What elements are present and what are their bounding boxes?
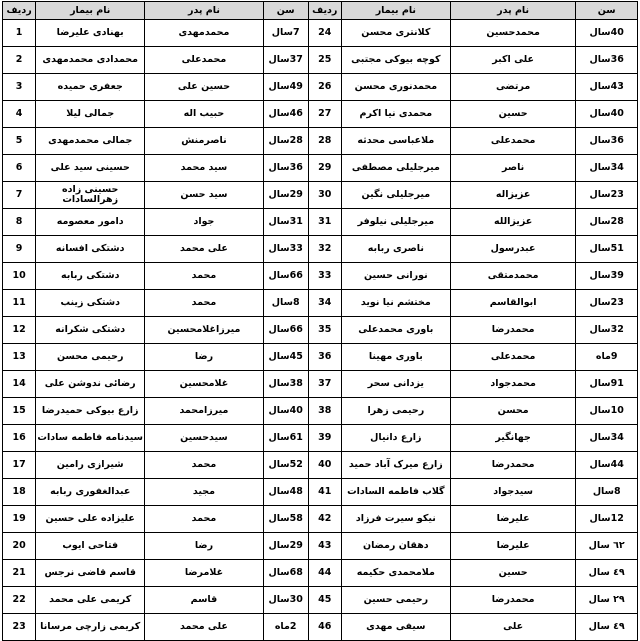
cell-radif-left: 39 (308, 425, 341, 452)
cell-radif-right: 8 (3, 209, 36, 236)
cell-name-right: جمالی لیلا (36, 101, 145, 128)
cell-name-left: میرجلیلی مصطفی (341, 155, 450, 182)
cell-name-right: دشتکی ربابه (36, 263, 145, 290)
cell-sen-right: 48سال (263, 479, 308, 506)
cell-radif-left: 44 (308, 560, 341, 587)
cell-father-right: محمد (145, 452, 263, 479)
patients-table (2, 1, 638, 641)
cell-radif-right: 23 (3, 614, 36, 641)
cell-name-right: کریمی زارچی مرسانا (36, 614, 145, 641)
cell-sen-left: 32سال (576, 317, 638, 344)
cell-radif-right: 5 (3, 128, 36, 155)
cell-sen-left: 9ماه (576, 344, 638, 371)
table-body (3, 20, 638, 641)
cell-name-right: محمدادی محمدمهدی (36, 47, 145, 74)
cell-father-left: عزیزالله (450, 209, 576, 236)
cell-name-left: میرجلیلی نگین (341, 182, 450, 209)
cell-radif-right: 13 (3, 344, 36, 371)
cell-radif-right: 15 (3, 398, 36, 425)
table-row (3, 317, 638, 344)
table-row (3, 533, 638, 560)
cell-father-left: محمدرضا (450, 452, 576, 479)
cell-sen-right: 49سال (263, 74, 308, 101)
cell-father-left: ناصر (450, 155, 576, 182)
cell-name-right: فتاحی ایوب (36, 533, 145, 560)
cell-father-left: حسین (450, 101, 576, 128)
cell-sen-right: 8سال (263, 290, 308, 317)
cell-name-left: زارع دانیال (341, 425, 450, 452)
cell-father-left: ابوالقاسم (450, 290, 576, 317)
table-row (3, 506, 638, 533)
cell-sen-right: 29سال (263, 533, 308, 560)
cell-radif-left: 30 (308, 182, 341, 209)
table-row (3, 209, 638, 236)
cell-sen-left: 91سال (576, 371, 638, 398)
cell-name-left: کلانتری محسن (341, 20, 450, 47)
cell-name-right: جمالی محمدمهدی (36, 128, 145, 155)
cell-name-left: ناصری ربابه (341, 236, 450, 263)
cell-sen-right: 45سال (263, 344, 308, 371)
cell-name-right: سیدنامه فاطمه سادات (36, 425, 145, 452)
cell-radif-right: 3 (3, 74, 36, 101)
cell-sen-left: ٢٩ سال (576, 587, 638, 614)
cell-father-right: ناصرمنش (145, 128, 263, 155)
cell-father-left: محمدرضا (450, 587, 576, 614)
cell-name-right: دشتکی افسانه (36, 236, 145, 263)
cell-father-right: محمدمهدی (145, 20, 263, 47)
cell-father-right: سیدحسین (145, 425, 263, 452)
cell-sen-right: 7سال (263, 20, 308, 47)
cell-radif-left: 24 (308, 20, 341, 47)
cell-radif-right: 1 (3, 20, 36, 47)
cell-father-left: محسن (450, 398, 576, 425)
cell-radif-right: 11 (3, 290, 36, 317)
cell-father-right: جواد (145, 209, 263, 236)
cell-radif-right: 21 (3, 560, 36, 587)
cell-name-left: میرجلیلی نیلوفر (341, 209, 450, 236)
cell-father-right: میرزامحمد (145, 398, 263, 425)
cell-father-right: محمد (145, 506, 263, 533)
cell-sen-right: 29سال (263, 182, 308, 209)
cell-father-right: مجید (145, 479, 263, 506)
cell-name-left: باوری محمدعلی (341, 317, 450, 344)
cell-name-right: حسینی سید علی (36, 155, 145, 182)
cell-sen-left: 34سال (576, 155, 638, 182)
cell-sen-right: 2ماه (263, 614, 308, 641)
cell-sen-left: 8سال (576, 479, 638, 506)
cell-father-right: محمد (145, 290, 263, 317)
cell-radif-left: 46 (308, 614, 341, 641)
cell-sen-right: 68سال (263, 560, 308, 587)
cell-name-right: دشتکی شکرانه (36, 317, 145, 344)
cell-sen-right: 30سال (263, 587, 308, 614)
cell-name-right: قاسم قاضی نرجس (36, 560, 145, 587)
column-header-name-left: نام بیمار (341, 2, 450, 20)
cell-name-left: نورانی حسین (341, 263, 450, 290)
cell-father-left: علیرضا (450, 506, 576, 533)
table-row (3, 425, 638, 452)
cell-sen-right: 37سال (263, 47, 308, 74)
cell-sen-right: 36سال (263, 155, 308, 182)
cell-name-left: رحیمی حسین (341, 587, 450, 614)
cell-sen-left: 43سال (576, 74, 638, 101)
cell-radif-right: 7 (3, 182, 36, 209)
cell-sen-right: 40سال (263, 398, 308, 425)
cell-name-right: علیزاده علی حسین (36, 506, 145, 533)
cell-sen-right: 38سال (263, 371, 308, 398)
table-row (3, 452, 638, 479)
table-row (3, 155, 638, 182)
cell-radif-left: 37 (308, 371, 341, 398)
cell-father-right: حسین علی (145, 74, 263, 101)
cell-radif-right: 9 (3, 236, 36, 263)
cell-radif-left: 40 (308, 452, 341, 479)
cell-sen-left: 51سال (576, 236, 638, 263)
cell-name-right: جعفری حمیده (36, 74, 145, 101)
cell-radif-right: 18 (3, 479, 36, 506)
cell-radif-left: 38 (308, 398, 341, 425)
cell-radif-right: 14 (3, 371, 36, 398)
cell-name-left: دهقان رمضان (341, 533, 450, 560)
cell-father-right: رضا (145, 533, 263, 560)
cell-sen-left: ٦٢ سال (576, 533, 638, 560)
cell-sen-left: ٤٩ سال (576, 560, 638, 587)
cell-name-right: کریمی علی محمد (36, 587, 145, 614)
cell-father-left: علی اکبر (450, 47, 576, 74)
cell-father-left: حسین (450, 560, 576, 587)
cell-sen-right: 31سال (263, 209, 308, 236)
cell-sen-right: 52سال (263, 452, 308, 479)
cell-father-right: غلامحسین (145, 371, 263, 398)
cell-name-right: دشتکی زینب (36, 290, 145, 317)
cell-radif-left: 29 (308, 155, 341, 182)
table-row (3, 398, 638, 425)
cell-father-left: محمدعلی (450, 344, 576, 371)
cell-sen-right: 46سال (263, 101, 308, 128)
cell-name-left: گلاب فاطمه السادات (341, 479, 450, 506)
table-row (3, 587, 638, 614)
cell-radif-left: 31 (308, 209, 341, 236)
cell-father-right: سید حسن (145, 182, 263, 209)
table-row (3, 128, 638, 155)
cell-sen-left: 40سال (576, 101, 638, 128)
cell-father-left: محمدرضا (450, 317, 576, 344)
cell-name-left: باوری مهینا (341, 344, 450, 371)
table-row (3, 236, 638, 263)
cell-sen-left: 36سال (576, 128, 638, 155)
cell-sen-right: 66سال (263, 263, 308, 290)
cell-radif-right: 2 (3, 47, 36, 74)
cell-name-left: مختشم نیا نوید (341, 290, 450, 317)
cell-sen-right: 33سال (263, 236, 308, 263)
cell-father-left: محمدحسین (450, 20, 576, 47)
table-header-row (3, 2, 638, 20)
cell-radif-left: 32 (308, 236, 341, 263)
cell-sen-left: 44سال (576, 452, 638, 479)
column-header-sen-right: سن (263, 2, 308, 20)
cell-name-right: رحیمی محسن (36, 344, 145, 371)
cell-radif-left: 43 (308, 533, 341, 560)
cell-sen-left: 39سال (576, 263, 638, 290)
cell-sen-right: 66سال (263, 317, 308, 344)
column-header-radif-right: ردیف (3, 2, 36, 20)
cell-sen-left: 23سال (576, 290, 638, 317)
column-header-father-left: نام پدر (450, 2, 576, 20)
cell-father-right: علی محمد (145, 614, 263, 641)
cell-name-left: محمدی نیا اکرم (341, 101, 450, 128)
cell-name-right: دامور معصومه (36, 209, 145, 236)
cell-radif-left: 45 (308, 587, 341, 614)
table-row (3, 74, 638, 101)
column-header-father-right: نام پدر (145, 2, 263, 20)
cell-father-right: علی محمد (145, 236, 263, 263)
cell-name-left: ملاعباسی محدثه (341, 128, 450, 155)
cell-father-right: قاسم (145, 587, 263, 614)
cell-father-left: علی (450, 614, 576, 641)
cell-radif-right: 12 (3, 317, 36, 344)
cell-radif-left: 35 (308, 317, 341, 344)
cell-father-right: میرزاغلامحسین (145, 317, 263, 344)
table-row (3, 371, 638, 398)
cell-radif-left: 27 (308, 101, 341, 128)
cell-radif-right: 16 (3, 425, 36, 452)
cell-name-left: محمدنوری محسن (341, 74, 450, 101)
cell-radif-left: 28 (308, 128, 341, 155)
table-row (3, 479, 638, 506)
cell-father-left: محمدمتقی (450, 263, 576, 290)
column-header-name-right: نام بیمار (36, 2, 145, 20)
cell-name-left: نیکو سیرت فرزاد (341, 506, 450, 533)
cell-sen-right: 28سال (263, 128, 308, 155)
cell-name-right: زارع بیوکی حمیدرضا (36, 398, 145, 425)
cell-father-right: سید محمد (145, 155, 263, 182)
cell-father-right: غلامرضا (145, 560, 263, 587)
table-row (3, 263, 638, 290)
cell-sen-left: 36سال (576, 47, 638, 74)
table-row (3, 47, 638, 74)
column-header-radif-left: ردیف (308, 2, 341, 20)
cell-father-left: سیدجواد (450, 479, 576, 506)
cell-radif-right: 17 (3, 452, 36, 479)
cell-radif-left: 41 (308, 479, 341, 506)
cell-sen-right: 61سال (263, 425, 308, 452)
cell-sen-left: 12سال (576, 506, 638, 533)
cell-radif-right: 6 (3, 155, 36, 182)
cell-radif-left: 25 (308, 47, 341, 74)
cell-father-left: عبدرسول (450, 236, 576, 263)
table-row (3, 560, 638, 587)
table-row (3, 290, 638, 317)
cell-radif-left: 26 (308, 74, 341, 101)
cell-father-right: محمد (145, 263, 263, 290)
cell-sen-left: 40سال (576, 20, 638, 47)
cell-radif-right: 20 (3, 533, 36, 560)
table-row (3, 101, 638, 128)
cell-father-right: رضا (145, 344, 263, 371)
cell-radif-right: 4 (3, 101, 36, 128)
cell-radif-left: 42 (308, 506, 341, 533)
table-row (3, 344, 638, 371)
cell-father-right: محمدعلی (145, 47, 263, 74)
cell-name-left: ملامحمدی حکیمه (341, 560, 450, 587)
cell-radif-right: 22 (3, 587, 36, 614)
cell-father-left: علیرضا (450, 533, 576, 560)
cell-radif-right: 10 (3, 263, 36, 290)
cell-father-left: جهانگیر (450, 425, 576, 452)
cell-radif-right: 19 (3, 506, 36, 533)
cell-father-left: مرتضی (450, 74, 576, 101)
cell-name-left: کوچه بیوکی مجتبی (341, 47, 450, 74)
cell-father-left: محمدجواد (450, 371, 576, 398)
cell-radif-left: 33 (308, 263, 341, 290)
cell-name-right: رضائی ندوشن علی (36, 371, 145, 398)
cell-name-left: رحیمی زهرا (341, 398, 450, 425)
table-row (3, 20, 638, 47)
column-header-sen-left: سن (576, 2, 638, 20)
cell-name-right: شیرازی رامین (36, 452, 145, 479)
cell-radif-left: 34 (308, 290, 341, 317)
cell-sen-right: 58سال (263, 506, 308, 533)
table-row (3, 614, 638, 641)
cell-father-left: عزیزاله (450, 182, 576, 209)
cell-sen-left: ٤٩ سال (576, 614, 638, 641)
cell-name-left: یزدانی سحر (341, 371, 450, 398)
cell-father-left: محمدعلی (450, 128, 576, 155)
cell-name-right: بهنادی علیرضا (36, 20, 145, 47)
cell-father-right: حبیب اله (145, 101, 263, 128)
table-row (3, 182, 638, 209)
cell-sen-left: 34سال (576, 425, 638, 452)
cell-name-left: زارع میرک آباد حمید (341, 452, 450, 479)
cell-sen-left: 23سال (576, 182, 638, 209)
cell-name-right: حسینی زاده زهرالسادات (36, 182, 145, 209)
cell-name-right: عبدالغفوری ربابه (36, 479, 145, 506)
cell-sen-left: 28سال (576, 209, 638, 236)
cell-sen-left: 10سال (576, 398, 638, 425)
cell-radif-left: 36 (308, 344, 341, 371)
cell-name-left: سیفی مهدی (341, 614, 450, 641)
